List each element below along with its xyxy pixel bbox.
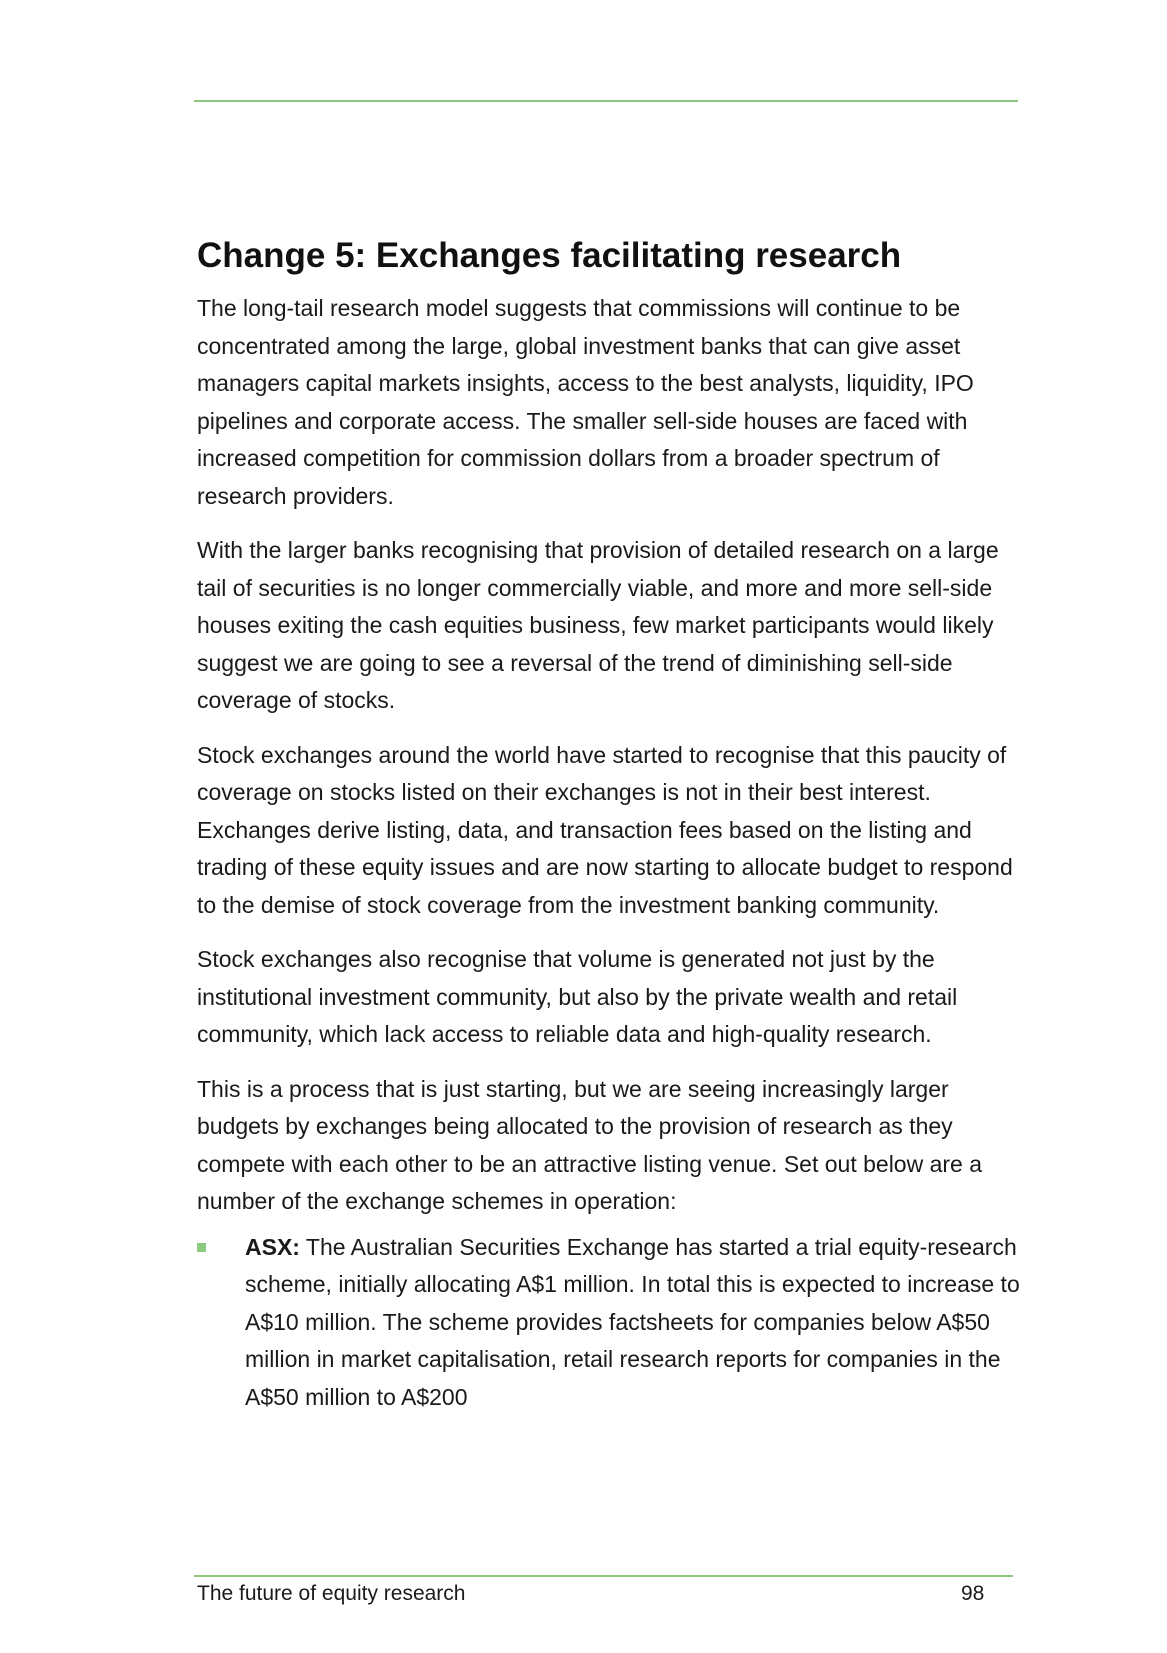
- footer-rule: [194, 1575, 1013, 1577]
- list-item-text: The Australian Securities Exchange has started a trial equity-research scheme, initially allocating A$1 million. In total this is expected to increase to A$10 million. The scheme provides factsheets for companies below A$50 million in market capitalisation, retail research reports for companies in the A$50 million to A$200: [245, 1233, 1020, 1410]
- main-content: [197, 232, 1027, 1416]
- square-bullet-icon: [197, 1243, 206, 1252]
- footer-title: The future of equity research: [197, 1582, 466, 1605]
- list-item-label: ASX:: [245, 1233, 300, 1260]
- paragraph-2: With the larger banks recognising that provision of detailed research on a large tail of securities is no longer commercially viable, and more and more sell-side houses exiting the cash equities business, few market participants would likely suggest we are going to see a reversal of the trend of diminishing sell-side coverage of stocks.: [197, 537, 999, 713]
- list-item: [197, 1229, 1027, 1417]
- paragraph-3: Stock exchanges around the world have started to recognise that this paucity of coverage on stocks listed on their exchanges is not in their best interest. Exchanges derive listing, data, and transaction fees based on the listing and trading of these equity issues and are now starting to allocate budget to respond to the demise of stock coverage from the investment banking community.: [197, 741, 1013, 918]
- paragraph-1: The long-tail research model suggests that commissions will continue to be concentrated among the large, global investment banks that can give asset managers capital markets insights, access to the best analysts, liquidity, IPO pipelines and corporate access. The smaller sell-side houses are faced with increased competition for commission dollars from a broader spectrum of research providers.: [197, 295, 974, 509]
- header-rule: [194, 100, 1018, 102]
- paragraph-4: Stock exchanges also recognise that volume is generated not just by the institutional investment community, but also by the private wealth and retail community, which lack access to reliable data and high-quality research.: [197, 946, 958, 1047]
- paragraph-5: This is a process that is just starting, but we are seeing increasingly larger budgets by exchanges being allocated to the provision of research as they compete with each other to be an attractive listing venue. Set out below are a number of the exchange schemes in operation:: [197, 1075, 983, 1214]
- section-heading: Change 5: Exchanges facilitating research: [197, 236, 902, 275]
- page-number: 98: [961, 1582, 985, 1605]
- exchange-schemes-list: [197, 1229, 1027, 1417]
